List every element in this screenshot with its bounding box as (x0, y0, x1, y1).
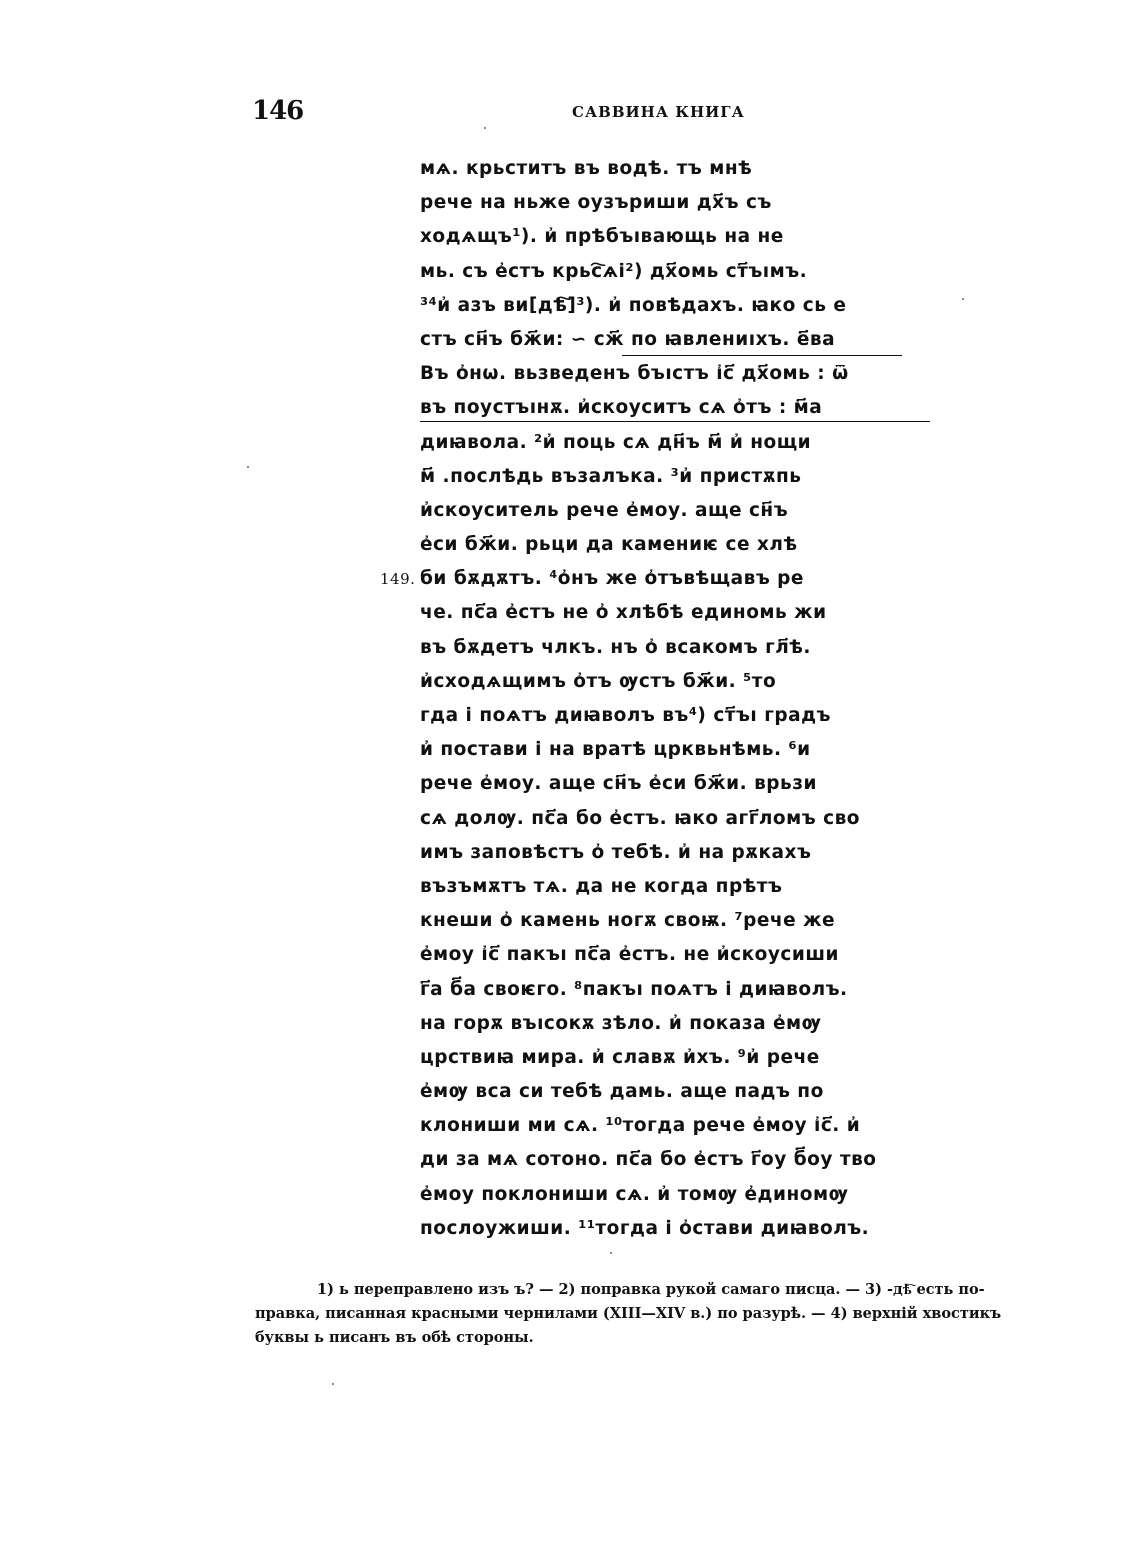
manuscript-text (380, 152, 950, 1246)
text-line (420, 596, 950, 630)
text-line-content: рече на ньже оузъриши дх҃ъ съ (420, 192, 772, 214)
text-line-content: кнеши о҆ камень ногѫ своѭ. ⁷рече же (420, 910, 836, 932)
print-speck (484, 127, 486, 129)
text-line-content: мь. съ е҆стъ крьс҇ѧі²) дх҃омь ст҃ъıмъ. (420, 260, 808, 282)
text-line-content: е҆моу поклониши сѧ. и҆ томѹ е҆диномѹ (420, 1183, 849, 1205)
text-line-content: сѧ долѹ. пс҃а бо е҆стъ. ꙗко агг҃ломъ сво (420, 807, 860, 829)
text-line (420, 1109, 950, 1143)
text-line (420, 1075, 950, 1109)
text-line (420, 665, 950, 699)
text-line (420, 460, 950, 494)
text-line (420, 357, 950, 391)
text-line-content: е҆си бж҃и. рьци да камениѥ се хлѣ (420, 534, 798, 556)
text-line (420, 631, 950, 665)
text-line-content: диꙗвола. ²и҆ поць сѧ дн҃ъ м҃ и҆ нощи (420, 431, 812, 453)
text-line-content: мѧ. крьститъ въ водѣ. тъ мнѣ (420, 158, 753, 179)
text-line (420, 870, 950, 904)
text-line (420, 323, 950, 357)
text-line-content: е҆мѹ вса си тебѣ дамь. аще падъ по (420, 1081, 824, 1103)
text-line-content: на горѫ въıсокѫ зѣло. и҆ показа е҆мѹ (420, 1012, 822, 1034)
text-line-content: гда і поѧтъ диꙗволъ въ⁴) ст҃ъı градъ (420, 705, 831, 726)
text-line (420, 1007, 950, 1041)
text-line (420, 255, 950, 289)
text-line-content: ходѧщъ¹). и҆ прѣбъıвающь на не (420, 226, 784, 248)
text-line-content: и҆сходѧщимъ о҆тъ ѹстъ бж҃и. ⁵то (420, 670, 777, 692)
text-line-content: рече е҆моу. аще сн҃ъ е҆си бж҃и. врьзи (420, 773, 817, 795)
footnote-line: правка, писанная красными чернилами (XIII—XIV в.) по разурѣ. — 4) верхній хвостикъ (255, 1305, 1002, 1322)
text-line (420, 733, 950, 767)
footnote-line: буквы ь писанъ въ обѣ стороны. (255, 1329, 534, 1346)
section-rule (420, 421, 930, 422)
text-line-content: и҆скоуситель рече е҆моу. аще сн҃ъ (420, 499, 789, 521)
text-line (420, 938, 950, 972)
text-line-content: стъ сн҃ъ бж҃и: ∽ сж҃ по ꙗвлениıхъ. е҃ва (420, 328, 836, 350)
print-speck (610, 1252, 612, 1254)
running-head: САВВИНА КНИГА (572, 103, 745, 121)
text-line-content: въ поустъıнѫ. и҆скоуситъ сѧ о҆тъ : м҃а (420, 397, 823, 419)
marginal-folio-number: 149. (380, 570, 416, 589)
footnote-line: 1) ь переправлено изъ ъ? — 2) поправка рукой самаго писца. — 3) -дѣ҇ есть по- (317, 1281, 985, 1298)
text-line-content: црствиꙗ мира. и҆ славѫ и҆хъ. ⁹и҆ рече (420, 1046, 820, 1068)
text-line (380, 562, 950, 596)
print-speck (332, 1383, 334, 1385)
text-line (420, 1143, 950, 1177)
text-line-content: че. пс҃а е҆стъ не о҆ хлѣбѣ единомь жи (420, 602, 827, 624)
text-line (420, 802, 950, 836)
page-number: 146 (252, 96, 304, 126)
text-line (420, 426, 950, 460)
text-line (420, 973, 950, 1007)
text-line-content: би бѫдѫтъ. ⁴о҆нъ же о҆тъвѣщавъ ре (420, 568, 804, 590)
text-line (420, 1212, 950, 1246)
text-line-content: е҆моу і҆с҃ пакъı пс҃а е҆стъ. не и҆скоусиши (420, 944, 839, 966)
text-line-content: имъ заповѣстъ о҆ тебѣ. и҆ на рѫкахъ (420, 841, 812, 863)
print-speck (247, 466, 249, 468)
text-line-content: и҆ постави і на вратѣ црквьнѣмь. ⁶и (420, 739, 811, 761)
text-line-content: ³⁴и҆ азъ ви[дѣ҇]³). и҆ повѣдахъ. ꙗко сь е (420, 294, 847, 316)
text-line (420, 836, 950, 870)
text-line (420, 494, 950, 528)
text-line (420, 767, 950, 801)
text-line-content: послоужиши. ¹¹тогда і о҆стави диꙗволъ. (420, 1217, 870, 1239)
text-line (420, 220, 950, 254)
text-line (420, 528, 950, 562)
footnotes (255, 1278, 1065, 1350)
text-line-content: ди за мѧ сотоно. пс҃а бо е҆стъ г҃оу б҃оу тво (420, 1149, 877, 1171)
text-line (420, 186, 950, 220)
text-line (420, 699, 950, 733)
text-line (420, 1041, 950, 1075)
text-line-content: клониши ми сѧ. ¹⁰тогда рече е҆моу і҆с҃. и҆ (420, 1115, 861, 1137)
text-line-content: Въ о҆нѡ. вьзведенъ бъıстъ і҆с҃ дх҃омь : ѿ (420, 363, 849, 385)
print-speck (962, 298, 964, 300)
text-line (420, 1178, 950, 1212)
text-line-content: г҃а б҃а своѥго. ⁸пакъı поѧтъ і диꙗволъ. (420, 978, 848, 1000)
text-line-content: м҃ .послѣдь възалъка. ³и҆ пристѫпь (420, 465, 802, 487)
text-line-content: възъмѫтъ тѧ. да не когда прѣтъ (420, 875, 783, 897)
text-line-content: въ бѫдетъ члкъ. нъ о҆ всакомъ гл҃ѣ. (420, 636, 811, 658)
text-line (420, 289, 950, 323)
text-line (420, 904, 950, 938)
text-line (420, 152, 950, 186)
underline-rule (622, 355, 902, 356)
